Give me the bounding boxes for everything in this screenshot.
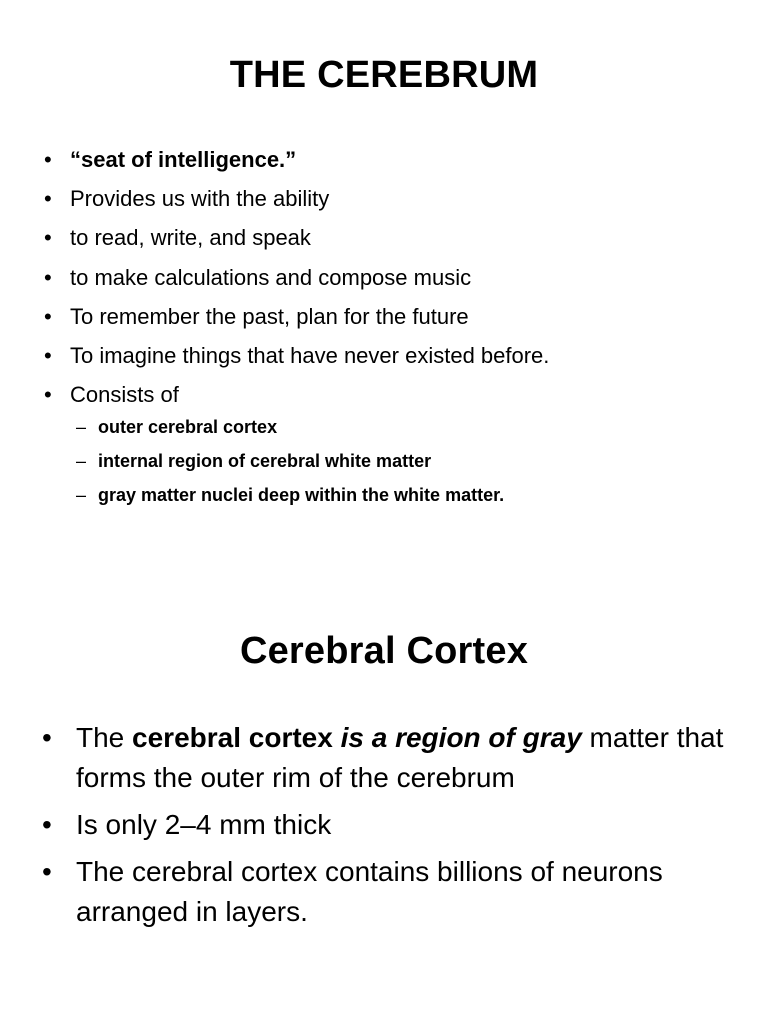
list-item [42,718,742,798]
bullet-icon: • [44,342,52,368]
slide-cerebral-cortex [0,600,768,1024]
bold-term: cerebral cortex [132,722,341,753]
bullet-list [42,718,742,939]
bullet-text: To remember the past, plan for the future [70,303,469,329]
sub-list-item [76,444,716,478]
list-item [44,258,744,297]
emphasis-text: is a region of gray [340,722,582,753]
bullet-icon: • [42,856,52,887]
bullet-icon: • [44,186,52,212]
bullet-text [76,722,723,793]
bullet-text: Consists of [70,382,179,408]
list-item [42,805,742,845]
bullet-text: “seat of intelligence.” [70,147,297,172]
sub-bullet-list [76,410,716,512]
bullet-text: to read, write, and speak [70,225,311,251]
sub-list-item [76,410,716,444]
bullet-text: The cerebral cortex contains billions of neurons arranged in layers. [76,856,663,927]
dash-icon: – [76,417,87,437]
bullet-text: Provides us with the ability [70,186,330,212]
bullet-icon: • [42,722,52,753]
bullet-text: Is only 2–4 mm thick [76,809,332,840]
bullet-icon: • [42,809,52,840]
list-item [44,336,744,375]
list-item [44,140,744,179]
sub-bullet-text: internal region of cerebral white matter [98,451,432,471]
bullet-icon: • [44,382,52,408]
sub-bullet-text: gray matter nuclei deep within the white matter. [98,485,505,505]
list-item [42,852,742,932]
bullet-icon: • [44,147,52,172]
text-run: The [76,722,133,753]
list-item [44,218,744,257]
bullet-list [44,140,744,414]
bullet-text: to make calculations and compose music [70,264,472,290]
dash-icon: – [76,451,87,471]
slide-title: THE CEREBRUM [229,54,539,96]
bullet-text: To imagine things that have never existed before. [70,342,550,368]
text-run: matter that forms the outer rim of the cerebrum [76,722,724,793]
bullet-icon: • [44,303,52,329]
bullet-icon: • [44,264,52,290]
slide-title: Cerebral Cortex [239,630,529,672]
sub-list-item [76,478,716,512]
list-item [44,297,744,336]
list-item [44,375,744,414]
list-item [44,179,744,218]
dash-icon: – [76,485,87,505]
sub-bullet-text: outer cerebral cortex [98,417,278,437]
bullet-icon: • [44,225,52,251]
